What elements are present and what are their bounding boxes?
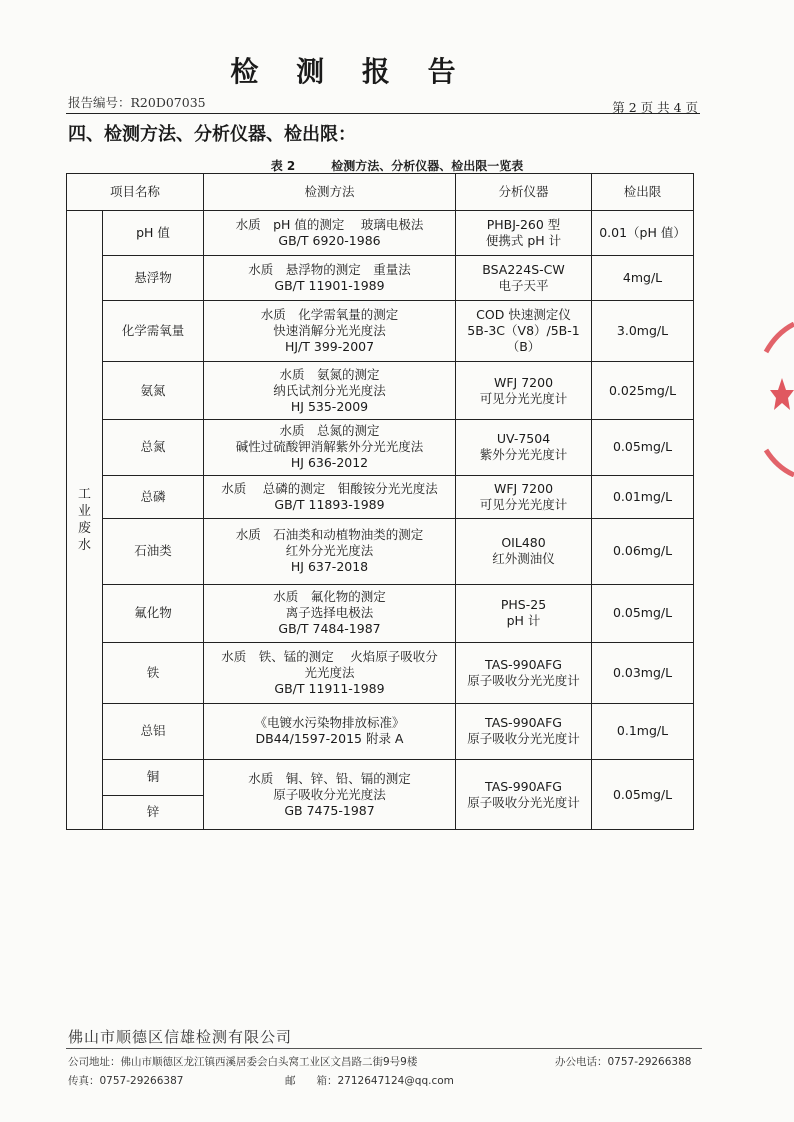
cell-line: 电子天平	[498, 278, 549, 294]
cell-line: 原子吸收分光光度法	[273, 786, 386, 802]
item-name-cell: 总氮	[103, 420, 204, 476]
item-name-cell: pH 值	[103, 211, 204, 256]
cell-line: HJ 636-2012	[290, 455, 369, 471]
instrument-cell	[456, 475, 592, 518]
cell-line: GB/T 11901-1989	[274, 278, 385, 294]
item-name-cell: 铁	[103, 643, 204, 704]
limit-cell: 0.05mg/L	[592, 420, 694, 476]
footer-divider	[66, 1048, 702, 1049]
cell-line: 可见分光光度计	[479, 496, 568, 512]
cell-line: 水质 pH 值的测定 玻璃电极法	[235, 217, 424, 233]
footer-office-phone: 办公电话：0757-29266388	[555, 1056, 692, 1068]
cell-line: 红外分光光度法	[285, 543, 374, 559]
table-row	[67, 256, 694, 300]
table-row	[67, 518, 694, 584]
table-row	[67, 584, 694, 643]
table-header-row	[67, 174, 694, 211]
cell-line: 离子选择电极法	[285, 605, 374, 621]
limit-cell: 0.01（pH 值）	[592, 211, 694, 256]
category-char: 废	[77, 521, 91, 536]
method-cell	[204, 300, 456, 362]
table-row	[67, 643, 694, 704]
limit-cell: 0.06mg/L	[592, 518, 694, 584]
category-char: 业	[77, 504, 91, 519]
method-cell	[204, 584, 456, 643]
cell-line: 可见分光光度计	[479, 390, 568, 406]
limit-cell: 0.1mg/L	[592, 703, 694, 760]
cell-line: HJ 535-2009	[290, 398, 369, 414]
cell-line: OIL480	[501, 535, 546, 551]
method-cell	[204, 420, 456, 476]
header-divider	[66, 113, 700, 114]
item-name-cell: 铜	[103, 760, 204, 795]
category-cell	[67, 211, 103, 830]
table-caption	[0, 157, 794, 174]
method-cell	[204, 256, 456, 300]
limit-cell: 4mg/L	[592, 256, 694, 300]
instrument-cell	[456, 362, 592, 420]
instrument-cell	[456, 211, 592, 256]
method-cell	[204, 211, 456, 256]
cell-line: TAS-990AFG	[485, 778, 562, 794]
table-row	[67, 420, 694, 476]
method-cell	[204, 362, 456, 420]
cell-line: GB/T 11911-1989	[274, 680, 385, 696]
cell-line: UV-7504	[496, 431, 551, 447]
table-row	[67, 760, 694, 795]
cell-line: 水质 铜、锌、铅、镉的测定	[248, 770, 411, 786]
methods-table	[66, 173, 694, 830]
instrument-cell	[456, 420, 592, 476]
cell-line: TAS-990AFG	[485, 715, 562, 731]
table-row	[67, 703, 694, 760]
limit-cell: 0.05mg/L	[592, 760, 694, 830]
cell-line: GB 7475-1987	[284, 802, 375, 818]
cell-line: 《电镀水污染物排放标准》	[254, 715, 405, 731]
cell-line: 水质 总氮的测定	[279, 423, 380, 439]
instrument-cell	[456, 584, 592, 643]
item-name-cell: 氟化物	[103, 584, 204, 643]
company-seal-stamp	[760, 322, 794, 477]
table-caption-text: 检测方法、分析仪器、检出限一览表	[331, 159, 524, 173]
limit-cell: 0.025mg/L	[592, 362, 694, 420]
cell-line: 水质 氟化物的测定	[273, 589, 386, 605]
method-cell	[204, 643, 456, 704]
table-caption-number: 表 2	[270, 159, 296, 173]
limit-cell: 0.01mg/L	[592, 475, 694, 518]
item-name-cell: 氨氮	[103, 362, 204, 420]
cell-line: GB/T 11893-1989	[274, 496, 385, 512]
cell-line: 5B-3C（V8）/5B-1（B）	[467, 323, 580, 355]
item-name-cell: 化学需氧量	[103, 300, 204, 362]
footer-company-name: 佛山市顺德区信雄检测有限公司	[68, 1028, 293, 1046]
cell-line: 水质 石油类和动植物油类的测定	[235, 527, 424, 543]
cell-line: 光光度法	[304, 664, 355, 680]
footer-fax: 传真：0757-29266387	[68, 1075, 184, 1087]
limit-cell: 0.03mg/L	[592, 643, 694, 704]
table-row	[67, 362, 694, 420]
instrument-cell	[456, 760, 592, 830]
cell-line: 红外测油仪	[492, 551, 555, 567]
report-number: 报告编号：R20D07035	[68, 95, 206, 110]
header-limit: 检出限	[592, 174, 694, 211]
item-name-cell: 总铝	[103, 703, 204, 760]
cell-line: 快速消解分光光度法	[273, 323, 386, 339]
cell-line: 原子吸收分光光度计	[467, 794, 580, 810]
cell-line: 水质 悬浮物的测定 重量法	[248, 262, 411, 278]
limit-cell: 0.05mg/L	[592, 584, 694, 643]
cell-line: 水质 化学需氧量的测定	[260, 307, 399, 323]
cell-line: GB/T 7484-1987	[278, 621, 381, 637]
category-char: 水	[77, 538, 91, 553]
cell-line: 原子吸收分光光度计	[467, 731, 580, 747]
method-cell	[204, 760, 456, 830]
table-row	[67, 300, 694, 362]
cell-line: 水质 铁、锰的测定 火焰原子吸收分	[221, 648, 438, 664]
cell-line: pH 计	[506, 613, 541, 629]
cell-line: HJ/T 399-2007	[284, 339, 375, 355]
footer-address: 公司地址：佛山市顺德区龙江镇西溪居委会白头窝工业区文昌路二街9号9楼	[68, 1056, 418, 1068]
cell-line: BSA224S-CW	[482, 262, 565, 278]
report-title: 检 测 报 告	[230, 55, 470, 88]
cell-line: HJ 637-2018	[290, 559, 369, 575]
method-cell	[204, 703, 456, 760]
cell-line: WFJ 7200	[494, 374, 554, 390]
header-method: 检测方法	[204, 174, 456, 211]
header-instrument: 分析仪器	[456, 174, 592, 211]
cell-line: 便携式 pH 计	[485, 233, 562, 249]
item-name-cell: 锌	[103, 795, 204, 829]
cell-line: PHS-25	[500, 597, 547, 613]
footer-email: 邮 箱：2712647124@qq.com	[285, 1075, 454, 1087]
cell-line: WFJ 7200	[494, 480, 554, 496]
cell-line: 水质 氨氮的测定	[279, 366, 380, 382]
table-row	[67, 475, 694, 518]
item-name-cell: 悬浮物	[103, 256, 204, 300]
instrument-cell	[456, 256, 592, 300]
item-name-cell: 石油类	[103, 518, 204, 584]
cell-line: 水质 总磷的测定 钼酸铵分光光度法	[221, 480, 438, 496]
cell-line: TAS-990AFG	[485, 656, 562, 672]
instrument-cell	[456, 643, 592, 704]
header-item: 项目名称	[67, 174, 204, 211]
instrument-cell	[456, 518, 592, 584]
cell-line: GB/T 6920-1986	[278, 233, 381, 249]
table-row	[67, 211, 694, 256]
cell-line: 紫外分光光度计	[479, 447, 568, 463]
method-cell	[204, 518, 456, 584]
instrument-cell	[456, 703, 592, 760]
category-char: 工	[77, 487, 91, 502]
section-title: 四、检测方法、分析仪器、检出限：	[68, 124, 356, 145]
cell-line: 纳氏试剂分光光度法	[273, 382, 386, 398]
method-cell	[204, 475, 456, 518]
cell-line: 原子吸收分光光度计	[467, 672, 580, 688]
instrument-cell	[456, 300, 592, 362]
page-indicator: 第 2 页 共 4 页	[612, 100, 698, 115]
item-name-cell: 总磷	[103, 475, 204, 518]
cell-line: COD 快速测定仪	[476, 307, 571, 323]
cell-line: DB44/1597-2015 附录 A	[255, 731, 404, 747]
cell-line: 碱性过硫酸钾消解紫外分光光度法	[235, 439, 424, 455]
limit-cell: 3.0mg/L	[592, 300, 694, 362]
cell-line: PHBJ-260 型	[486, 217, 561, 233]
